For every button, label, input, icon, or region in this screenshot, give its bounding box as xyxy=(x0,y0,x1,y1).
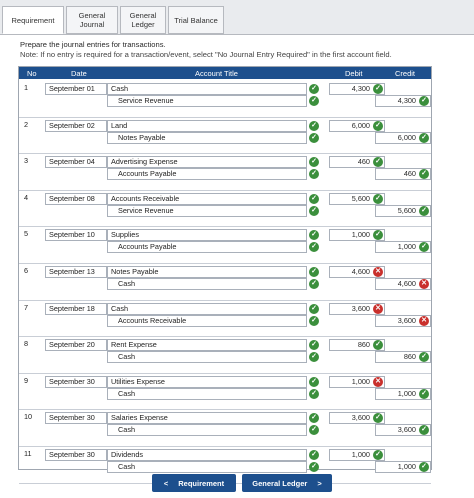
chevron-right-icon: > xyxy=(317,478,322,488)
credit-amount-field[interactable]: 460 xyxy=(375,168,431,180)
check-icon: ✓ xyxy=(373,121,383,131)
error-icon: ✕ xyxy=(373,377,383,387)
entry-number: 1 xyxy=(24,83,29,92)
credit-account-field[interactable]: Cash xyxy=(107,278,307,290)
check-icon: ✓ xyxy=(373,194,383,204)
check-icon: ✓ xyxy=(309,121,319,131)
entry-number: 10 xyxy=(24,412,33,422)
check-icon: ✓ xyxy=(419,133,429,143)
error-icon: ✕ xyxy=(419,316,429,326)
debit-amount-field[interactable]: 4,600 xyxy=(329,266,385,278)
date-field[interactable]: September 30 xyxy=(45,376,107,388)
table-header xyxy=(19,67,431,79)
tab-label: General Ledger xyxy=(129,11,157,29)
debit-account-field[interactable]: Rent Expense xyxy=(107,339,307,351)
credit-amount-field[interactable]: 1,000 xyxy=(375,388,431,400)
check-icon: ✓ xyxy=(373,230,383,240)
credit-amount-field[interactable]: 1,000 xyxy=(375,241,431,253)
table-row xyxy=(19,301,431,338)
debit-amount-field[interactable]: 4,300 xyxy=(329,83,385,95)
check-icon: ✓ xyxy=(309,157,319,167)
credit-account-field[interactable]: Cash xyxy=(107,424,307,436)
header-no: No xyxy=(27,69,37,78)
instructions xyxy=(20,40,460,59)
entry-number: 6 xyxy=(24,266,29,275)
prev-button-label: Requirement xyxy=(178,478,225,488)
date-field[interactable]: September 30 xyxy=(45,449,107,461)
prev-requirement-button[interactable] xyxy=(152,474,236,492)
header-debit: Debit xyxy=(345,69,363,78)
table-row xyxy=(19,337,431,374)
check-icon: ✓ xyxy=(309,133,319,143)
check-icon: ✓ xyxy=(309,96,319,106)
tab-general-ledger[interactable] xyxy=(120,6,166,34)
entry-number: 8 xyxy=(24,339,29,349)
credit-amount-field[interactable]: 3,600 xyxy=(375,315,431,327)
credit-account-field[interactable]: Service Revenue xyxy=(107,205,307,217)
entry-number: 4 xyxy=(24,192,29,202)
check-icon: ✓ xyxy=(309,84,319,94)
debit-amount-field[interactable]: 1,000 xyxy=(329,449,385,461)
check-icon: ✓ xyxy=(373,157,383,167)
entry-number: 3 xyxy=(24,156,29,166)
check-icon: ✓ xyxy=(309,450,319,460)
header-date: Date xyxy=(71,69,87,78)
chevron-left-icon: < xyxy=(163,478,169,488)
table-row xyxy=(19,81,431,118)
check-icon: ✓ xyxy=(309,462,319,472)
debit-amount-field[interactable]: 460 xyxy=(329,156,385,168)
date-field[interactable]: September 30 xyxy=(45,412,107,424)
debit-amount-field[interactable]: 860 xyxy=(329,339,385,351)
instructions-note: Note: If no entry is required for a transaction/event, select "No Journal Entry Required" in the first account field. xyxy=(20,49,392,59)
check-icon: ✓ xyxy=(419,425,429,435)
date-field[interactable]: September 13 xyxy=(45,266,107,278)
next-button-label: General Ledger xyxy=(252,478,308,488)
tab-general-journal[interactable] xyxy=(66,6,118,34)
credit-account-field[interactable]: Accounts Receivable xyxy=(107,315,307,327)
check-icon: ✓ xyxy=(309,206,319,216)
error-icon: ✕ xyxy=(373,304,383,314)
table-row xyxy=(19,410,431,447)
debit-account-field[interactable]: Advertising Expense xyxy=(107,156,307,168)
credit-account-field[interactable]: Cash xyxy=(107,388,307,400)
credit-amount-field[interactable]: 4,300 xyxy=(375,95,431,107)
check-icon: ✓ xyxy=(309,267,319,277)
tab-label: Trial Balance xyxy=(174,15,218,25)
date-field[interactable]: September 10 xyxy=(45,229,107,241)
debit-account-field[interactable]: Supplies xyxy=(107,229,307,241)
check-icon: ✓ xyxy=(309,413,319,423)
check-icon: ✓ xyxy=(309,316,319,326)
entry-number: 5 xyxy=(24,229,29,239)
date-field[interactable]: September 01 xyxy=(45,83,107,95)
debit-account-field[interactable]: Salaries Expense xyxy=(107,412,307,424)
header-account: Account Title xyxy=(195,69,238,78)
check-icon: ✓ xyxy=(309,230,319,240)
credit-amount-field[interactable]: 3,600 xyxy=(375,424,431,436)
check-icon: ✓ xyxy=(309,377,319,387)
credit-account-field[interactable]: Cash xyxy=(107,461,307,473)
error-icon: ✕ xyxy=(419,279,429,289)
entry-number: 11 xyxy=(24,449,32,458)
date-field[interactable]: September 20 xyxy=(45,339,107,351)
check-icon: ✓ xyxy=(309,389,319,399)
debit-amount-field[interactable]: 1,000 xyxy=(329,229,385,241)
check-icon: ✓ xyxy=(419,389,429,399)
check-icon: ✓ xyxy=(309,425,319,435)
check-icon: ✓ xyxy=(309,194,319,204)
check-icon: ✓ xyxy=(309,352,319,362)
check-icon: ✓ xyxy=(309,304,319,314)
debit-amount-field[interactable]: 3,600 xyxy=(329,303,385,315)
tab-label: Requirement xyxy=(11,15,55,25)
table-row xyxy=(19,374,431,411)
debit-amount-field[interactable]: 1,000 xyxy=(329,376,385,388)
check-icon: ✓ xyxy=(309,279,319,289)
debit-account-field[interactable]: Cash xyxy=(107,303,307,315)
credit-amount-field[interactable]: 6,000 xyxy=(375,132,431,144)
journal-table xyxy=(18,66,432,470)
debit-amount-field[interactable]: 5,600 xyxy=(329,193,385,205)
debit-amount-field[interactable]: 3,600 xyxy=(329,412,385,424)
credit-account-field[interactable]: Accounts Payable xyxy=(107,168,307,180)
entry-number: 9 xyxy=(24,375,29,385)
debit-amount-field[interactable]: 6,000 xyxy=(329,120,385,132)
date-field[interactable]: September 04 xyxy=(45,156,107,168)
credit-account-field[interactable]: Notes Payable xyxy=(107,132,307,144)
tab-bar xyxy=(0,0,474,38)
check-icon: ✓ xyxy=(309,169,319,179)
header-credit: Credit xyxy=(395,69,416,78)
table-row xyxy=(19,191,431,228)
check-icon: ✓ xyxy=(373,340,383,350)
check-icon: ✓ xyxy=(373,450,383,460)
check-icon: ✓ xyxy=(419,206,429,216)
table-row xyxy=(19,264,431,301)
check-icon: ✓ xyxy=(309,340,319,350)
table-row xyxy=(19,227,431,264)
credit-amount-field[interactable]: 5,600 xyxy=(375,205,431,217)
debit-account-field[interactable]: Utilities Expense xyxy=(107,376,307,388)
date-field[interactable]: September 08 xyxy=(45,193,107,205)
credit-amount-field[interactable]: 860 xyxy=(375,351,431,363)
debit-account-field[interactable]: Cash xyxy=(107,83,307,95)
check-icon: ✓ xyxy=(419,462,429,472)
error-icon: ✕ xyxy=(373,267,383,277)
debit-account-field[interactable]: Accounts Receivable xyxy=(107,193,307,205)
credit-amount-field[interactable]: 1,000 xyxy=(375,461,431,473)
date-field[interactable]: September 18 xyxy=(45,303,107,315)
entry-number: 7 xyxy=(24,302,29,312)
debit-account-field[interactable]: Dividends xyxy=(107,449,307,461)
check-icon: ✓ xyxy=(419,96,429,106)
credit-account-field[interactable]: Cash xyxy=(107,351,307,363)
debit-account-field[interactable]: Land xyxy=(107,120,307,132)
check-icon: ✓ xyxy=(419,169,429,179)
tab-trial-balance[interactable] xyxy=(168,6,224,34)
check-icon: ✓ xyxy=(373,84,383,94)
debit-account-field[interactable]: Notes Payable xyxy=(107,266,307,278)
credit-account-field[interactable]: Service Revenue xyxy=(107,95,307,107)
credit-amount-field[interactable]: 4,600 xyxy=(375,278,431,290)
tab-label: General Journal xyxy=(78,11,106,29)
date-field[interactable]: September 02 xyxy=(45,120,107,132)
tab-requirement[interactable] xyxy=(2,6,64,34)
check-icon: ✓ xyxy=(419,242,429,252)
check-icon: ✓ xyxy=(419,352,429,362)
check-icon: ✓ xyxy=(309,242,319,252)
next-general-ledger-button[interactable] xyxy=(242,474,332,492)
credit-account-field[interactable]: Accounts Payable xyxy=(107,241,307,253)
table-row xyxy=(19,154,431,191)
check-icon: ✓ xyxy=(373,413,383,423)
entry-number: 2 xyxy=(24,119,29,129)
instructions-line: Prepare the journal entries for transactions. xyxy=(20,40,166,49)
table-row xyxy=(19,118,431,155)
